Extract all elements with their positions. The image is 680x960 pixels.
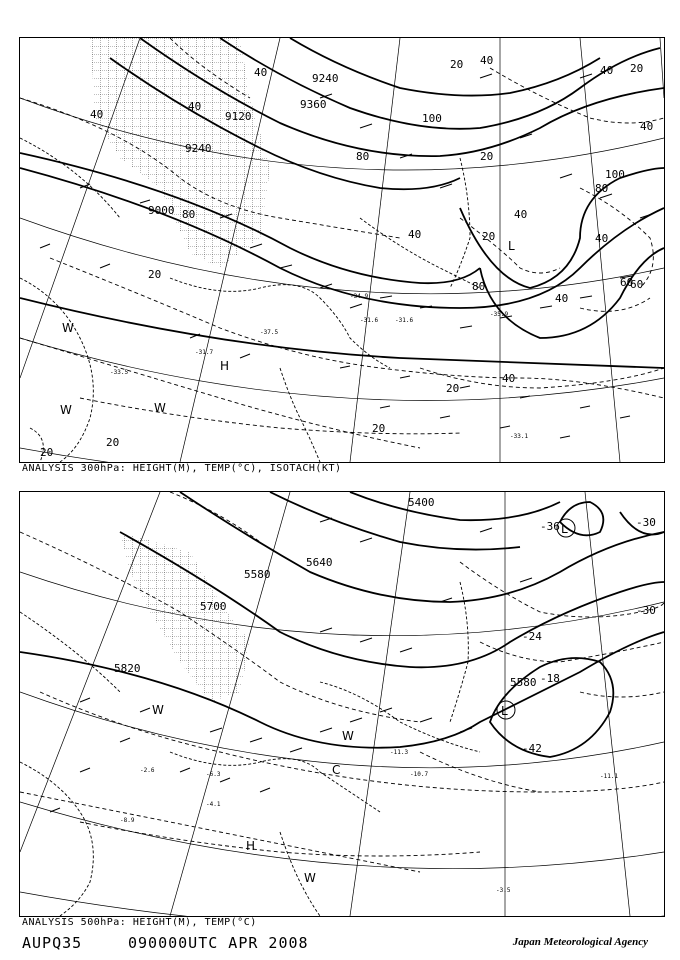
isotherm-label: -36 (540, 520, 560, 533)
isotach-label: 20 (148, 268, 162, 281)
station-temp: -4.1 (206, 801, 221, 808)
low-pressure-symbol: L (561, 522, 568, 536)
isotherm-label: -42 (522, 742, 542, 755)
isotherm-label: -30 (636, 604, 656, 617)
warm-symbol: W (304, 871, 316, 885)
isotherm-contours (20, 492, 664, 872)
isotach-label: 100 (605, 168, 625, 181)
isotach-label: 20 (40, 446, 54, 459)
station-temp: -6.3 (206, 771, 221, 778)
isotach-label: 40 (480, 54, 494, 67)
height-label: 9240 (185, 142, 212, 155)
isotach-label: 40 (408, 228, 422, 241)
isotach-label: 100 (422, 112, 442, 125)
isotach-label: 20 (480, 150, 494, 163)
isotach-label: 20 (630, 62, 644, 75)
station-temp: -8.9 (120, 817, 135, 824)
isotach-label: 20 (446, 382, 460, 395)
station-temp: -3.5 (496, 887, 511, 894)
height-label: 5580 (244, 568, 271, 581)
isotach-label: 40 (90, 108, 104, 121)
isotach-label: 80 (595, 182, 609, 195)
height-label: 9240 (312, 72, 339, 85)
isotach-label: 60 (630, 278, 644, 291)
station-temp: -33.5 (110, 369, 129, 376)
isotherm-label: -24 (522, 630, 542, 643)
isotach-label: 40 (640, 120, 654, 133)
height-label: 9000 (148, 204, 175, 217)
panel-caption-300hpa: ANALYSIS 300hPa: HEIGHT(M), TEMP(°C), ISOTACH(KT) (22, 463, 342, 474)
isotherm-label: -30 (636, 516, 656, 529)
station-temp: -31.6 (395, 317, 414, 324)
warm-symbol: W (62, 321, 74, 335)
latitude-lines (20, 98, 664, 462)
isotach-label: 80 (356, 150, 370, 163)
map-panel-300hpa (19, 37, 665, 463)
low-pressure-symbol: L (501, 704, 508, 718)
isotach-label: 40 (600, 64, 614, 77)
isotach-label: 20 (372, 422, 386, 435)
warm-symbol: W (342, 729, 354, 743)
isotach-label: 60 (620, 276, 634, 289)
isotach-label: 40 (514, 208, 528, 221)
station-temp: -33.1 (510, 433, 529, 440)
map-300hpa-canvas (20, 38, 664, 462)
isotach-label: 20 (482, 230, 496, 243)
isotach-label: 80 (472, 280, 486, 293)
map-500hpa-canvas (20, 492, 664, 916)
height-label: 5640 (306, 556, 333, 569)
warm-symbol: W (60, 403, 72, 417)
station-temp: -31.6 (360, 317, 379, 324)
high-pressure-symbol: H (220, 359, 230, 373)
height-label: 9360 (300, 98, 327, 111)
isotach-label: 80 (182, 208, 196, 221)
chart-identifier: AUPQ35 (22, 934, 83, 952)
height-label: 5700 (200, 600, 227, 613)
station-temp: -31.7 (195, 349, 214, 356)
height-label: 5820 (114, 662, 141, 675)
isotach-label: 20 (450, 58, 464, 71)
panel-caption-500hpa: ANALYSIS 500hPa: HEIGHT(M), TEMP(°C) (22, 917, 257, 928)
isotherm-label: -18 (540, 672, 560, 685)
station-temp: -11.3 (390, 749, 409, 756)
station-temp: -11.1 (600, 773, 619, 780)
terrain-hatch (90, 38, 270, 268)
isotach-label: 40 (502, 372, 516, 385)
cold-symbol: C (332, 763, 341, 777)
height-label: 5580 (510, 676, 537, 689)
station-temp: -10.7 (410, 771, 429, 778)
agency-credit: Japan Meteorological Agency (512, 936, 648, 948)
isotach-label: 40 (188, 100, 202, 113)
warm-symbol: W (152, 703, 164, 717)
low-pressure-symbol: L (508, 239, 515, 253)
map-panel-500hpa (19, 491, 665, 917)
warm-symbol: W (154, 401, 166, 415)
valid-time: 090000UTC APR 2008 (128, 934, 309, 952)
station-temp: -35.9 (490, 311, 509, 318)
isotach-label: 40 (254, 66, 268, 79)
station-temp: -2.6 (140, 767, 155, 774)
station-temp: -37.5 (260, 329, 279, 336)
isotach-label: 40 (555, 292, 569, 305)
height-label: 5400 (408, 496, 435, 509)
height-label: 9120 (225, 110, 252, 123)
high-pressure-symbol: H (246, 839, 256, 853)
isotach-label: 40 (595, 232, 609, 245)
station-temp: -34.9 (350, 293, 369, 300)
isotach-label: 20 (106, 436, 120, 449)
latitude-lines (20, 572, 664, 916)
